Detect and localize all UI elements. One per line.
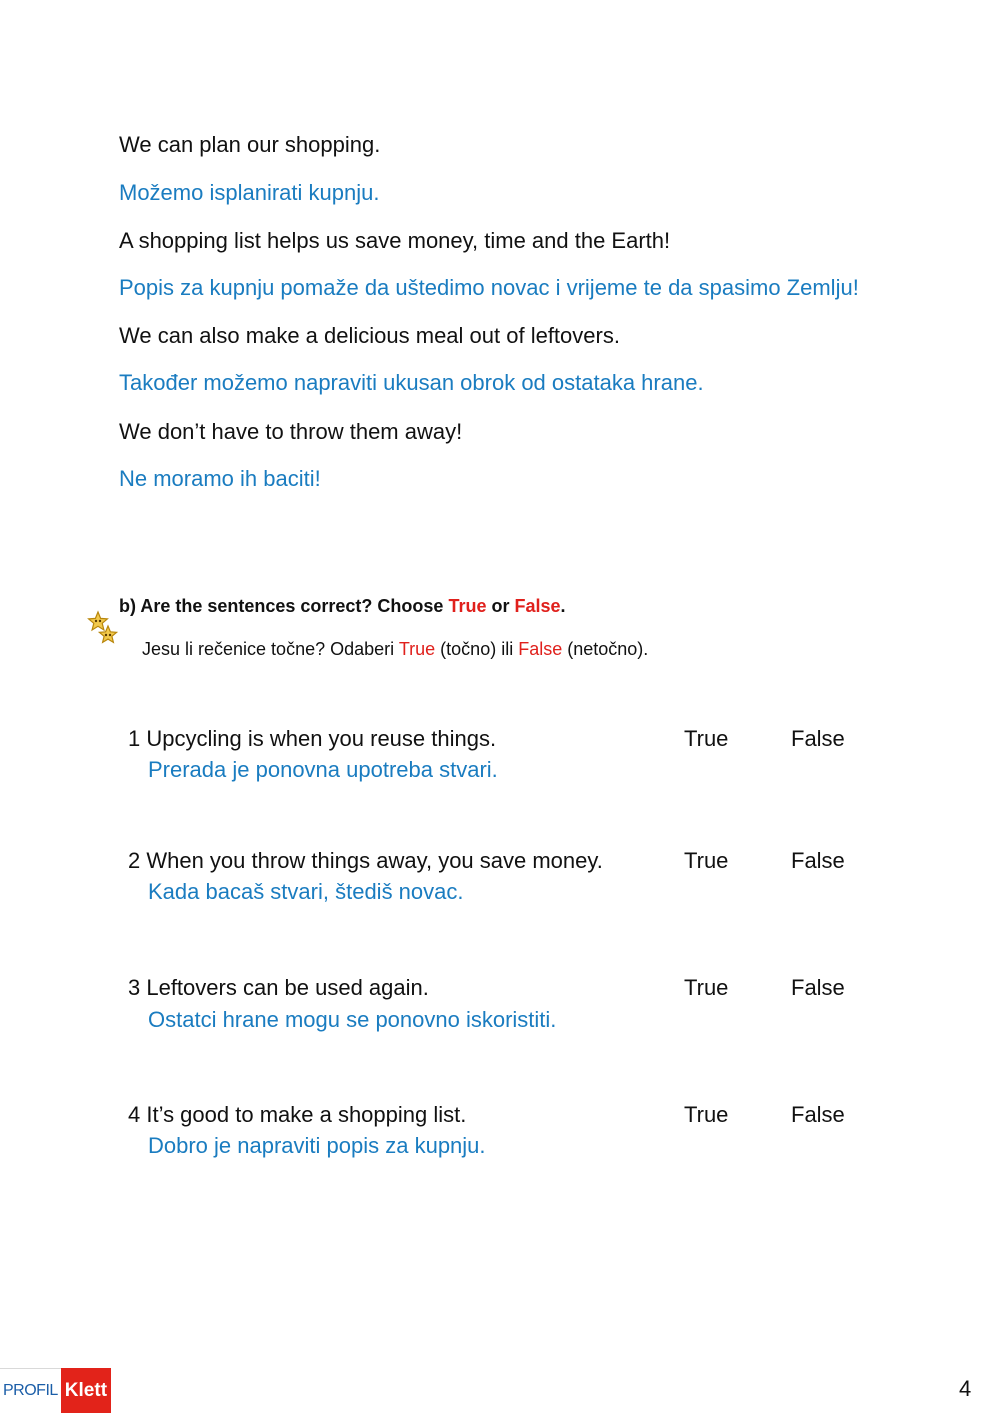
reading-line-hr-3: Također možemo napraviti ukusan obrok od ostataka hrane.	[119, 370, 704, 395]
task-subtitle	[142, 639, 648, 660]
question-4-text: 4 It’s good to make a shopping list.	[128, 1102, 467, 1127]
logo-profil-text: PROFIL	[0, 1368, 61, 1413]
reading-line-en-4: We don’t have to throw them away!	[119, 419, 463, 444]
question-4-false-option[interactable]: False	[791, 1102, 845, 1127]
question-3-text: 3 Leftovers can be used again.	[128, 975, 429, 1000]
reading-line-en-3: We can also make a delicious meal out of leftovers.	[119, 323, 620, 348]
question-1-translation: Prerada je ponovna upotreba stvari.	[148, 757, 498, 782]
question-1-true-option[interactable]: True	[684, 726, 729, 751]
question-3-translation: Ostatci hrane mogu se ponovno iskoristiti.	[148, 1007, 557, 1032]
task-sub-false-note: (netočno).	[562, 639, 649, 659]
reading-line-hr-2: Popis za kupnju pomaže da uštedimo novac i vrijeme te da spasimo Zemlju!	[119, 275, 859, 300]
question-2-false-option[interactable]: False	[791, 848, 845, 873]
task-sub-prefix: Jesu li rečenice točne? Odaberi	[142, 639, 399, 659]
task-title	[119, 596, 566, 617]
task-title-false: False	[514, 596, 561, 616]
question-2-true-option[interactable]: True	[684, 848, 729, 873]
task-sub-false: False	[518, 639, 563, 659]
task-title-end: .	[560, 596, 566, 616]
task-title-prefix: b) Are the sentences correct? Choose	[119, 596, 449, 616]
reading-line-en-2: A shopping list helps us save money, time and the Earth!	[119, 228, 671, 253]
stars-icon	[86, 610, 122, 650]
question-1-false-option[interactable]: False	[791, 726, 845, 751]
task-sub-true-note: (točno) ili	[435, 639, 519, 659]
page-number: 4	[959, 1376, 972, 1401]
question-4-true-option[interactable]: True	[684, 1102, 729, 1127]
reading-line-hr-1: Možemo isplanirati kupnju.	[119, 180, 380, 205]
question-2-text: 2 When you throw things away, you save money.	[128, 848, 603, 873]
logo-klett-text: Klett	[61, 1368, 111, 1413]
reading-line-hr-4: Ne moramo ih baciti!	[119, 466, 321, 491]
task-title-true: True	[448, 596, 487, 616]
question-4-translation: Dobro je napraviti popis za kupnju.	[148, 1133, 486, 1158]
reading-line-en-1: We can plan our shopping.	[119, 132, 381, 157]
question-3-true-option[interactable]: True	[684, 975, 729, 1000]
publisher-logo	[0, 1368, 111, 1413]
question-1-text: 1 Upcycling is when you reuse things.	[128, 726, 497, 751]
question-2-translation: Kada bacaš stvari, štediš novac.	[148, 879, 464, 904]
task-title-or: or	[486, 596, 515, 616]
task-sub-true: True	[398, 639, 436, 659]
question-3-false-option[interactable]: False	[791, 975, 845, 1000]
